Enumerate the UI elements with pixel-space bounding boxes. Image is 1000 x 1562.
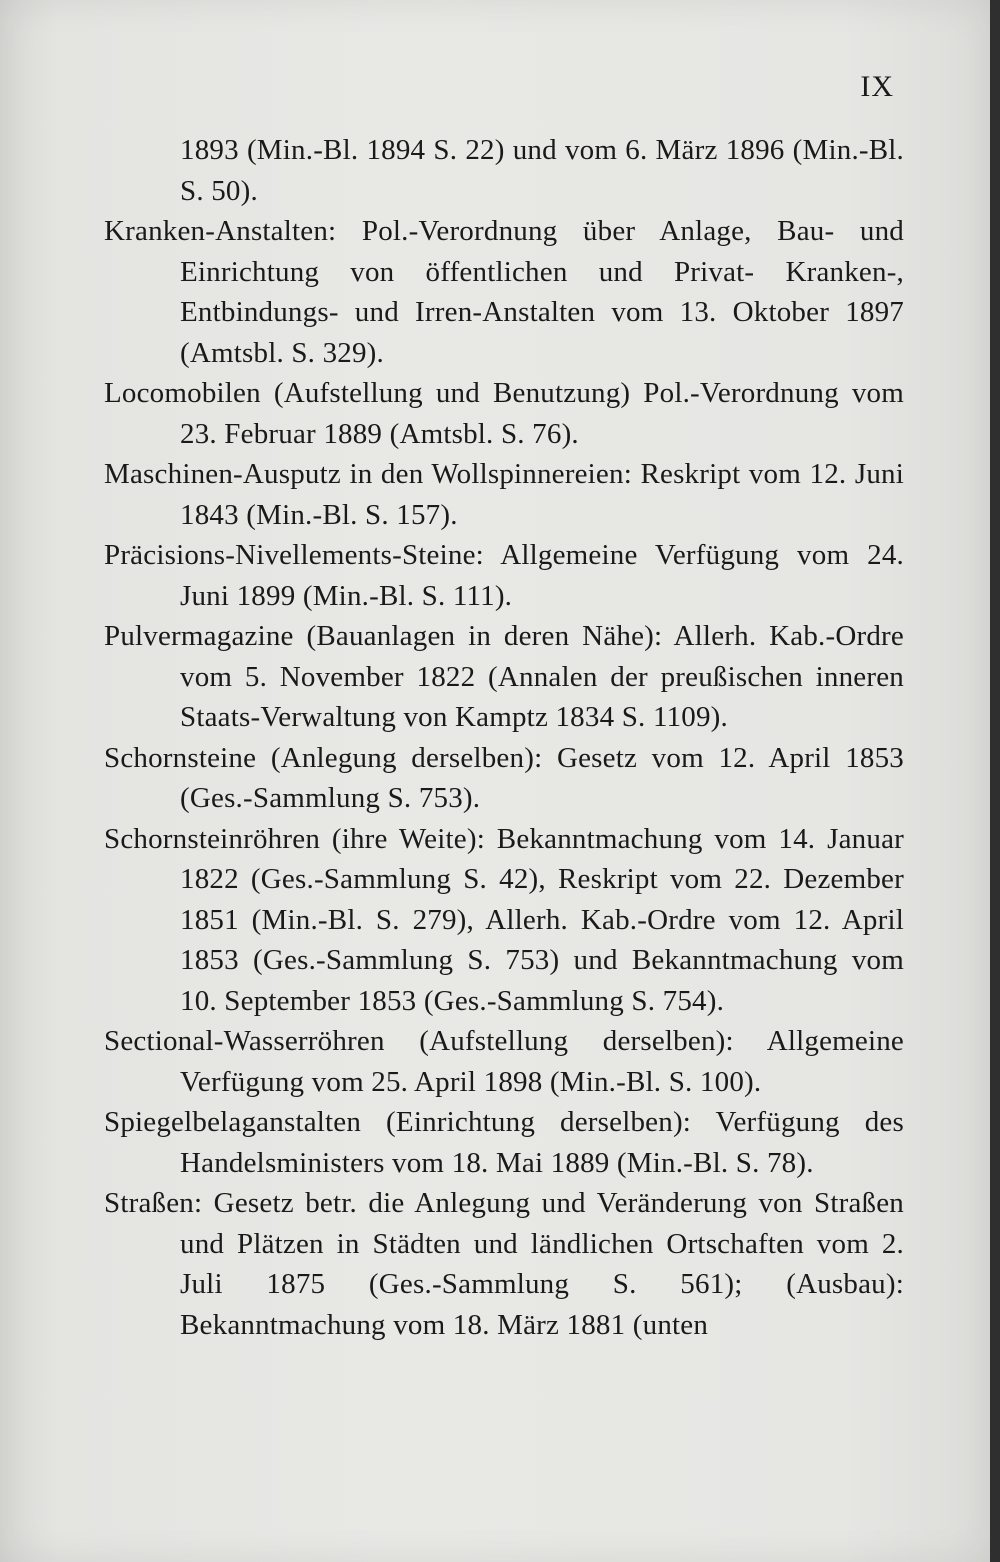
index-entry-strassen: Straßen: Gesetz betr. die Anlegung und Veränderung von Straßen und Plätzen in Städten und ländlichen Ortschaften vom 2. Juli 1875 (Ges.-Sammlung S. 561); (Ausbau): Bekanntmachung vom 18. März 1881 (unten <box>104 1187 904 1341</box>
index-entry-pulvermagazine: Pulvermagazine (Bauanlagen in deren Nähe): Allerh. Kab.-Ordre vom 5. November 1822 (Annalen der preußischen inneren Staats-Verwaltung von Kamptz 1834 S. 1109). <box>104 620 904 733</box>
index-entry-continuation: 1893 (Min.-Bl. 1894 S. 22) und vom 6. März 1896 (Min.-Bl. S. 50). <box>180 134 904 207</box>
index-entries <box>104 130 904 1345</box>
index-entry-schornsteinroehren: Schornsteinröhren (ihre Weite): Bekanntmachung vom 14. Januar 1822 (Ges.-Sammlung S. 42), Reskript vom 22. Dezember 1851 (Min.-Bl. S. 279), Allerh. Kab.-Ordre vom 12. April 1853 (Ges.-Sammlung S. 753) und Bekanntmachung vom 10. September 1853 (Ges.-Sammlung S. 754). <box>104 822 904 1017</box>
index-entry-praecisions-nivellements-steine: Präcisions-Nivellements-Steine: Allgemeine Verfügung vom 24. Juni 1899 (Min.-Bl. S. 111). <box>104 539 904 612</box>
page-number: IX <box>860 70 894 103</box>
index-entry-locomobilen: Locomobilen (Aufstellung und Benutzung) Pol.-Verordnung vom 23. Februar 1889 (Amtsbl. S. 76). <box>104 377 904 450</box>
page-edge-shadow <box>990 0 1000 1562</box>
index-entry-schornsteine: Schornsteine (Anlegung derselben): Gesetz vom 12. April 1853 (Ges.-Sammlung S. 753). <box>104 741 904 814</box>
index-entry-sectional-wasserroehren: Sectional-Wasserröhren (Aufstellung derselben): Allgemeine Verfügung vom 25. April 1898 (Min.-Bl. S. 100). <box>104 1025 904 1098</box>
index-entry-spiegelbelaganstalten: Spiegelbelaganstalten (Einrichtung derselben): Verfügung des Handelsministers vom 18. Mai 1889 (Min.-Bl. S. 78). <box>104 1106 904 1179</box>
index-entry-kranken-anstalten: Kranken-Anstalten: Pol.-Verordnung über Anlage, Bau- und Einrichtung von öffentlichen und Privat- Kranken-, Entbindungs- und Irren-Anstalten vom 13. Oktober 1897 (Amtsbl. S. 329). <box>104 215 904 369</box>
index-entry-maschinen-ausputz: Maschinen-Ausputz in den Wollspinnereien: Reskript vom 12. Juni 1843 (Min.-Bl. S. 157). <box>104 458 904 531</box>
